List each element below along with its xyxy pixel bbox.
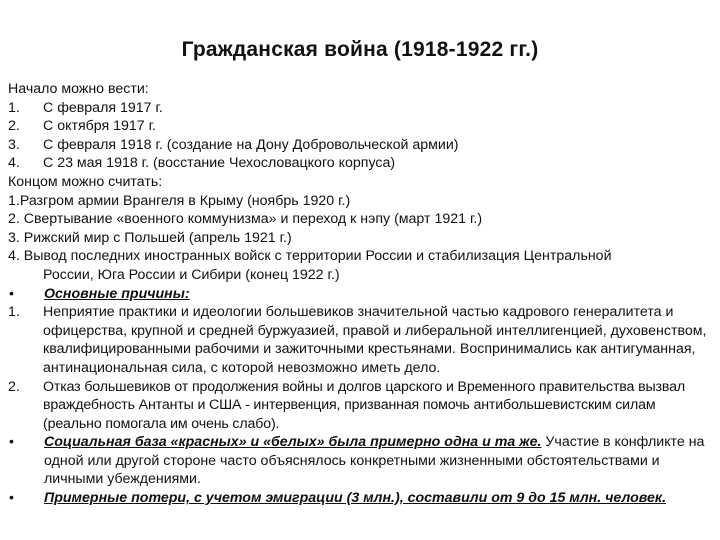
start-item-text: С октября 1917 г. (43, 118, 156, 135)
losses-row (8, 489, 712, 508)
list-number: 4. (8, 155, 20, 172)
start-item (8, 154, 712, 173)
social-base-emphasis: Социальная база «красных» и «белых» была примерно одна и та же. (44, 434, 542, 451)
start-item-text: С февраля 1918 г. (создание на Дону Добровольческой армии) (43, 136, 459, 153)
reasons-heading-row (8, 285, 712, 304)
start-item (8, 99, 712, 118)
start-item-text: С февраля 1917 г. (43, 99, 163, 116)
start-item (8, 136, 712, 155)
end-item: 4. Вывод последних иностранных войск с территории России и стабилизация Центральной (8, 248, 612, 265)
reason-text: Отказ большевиков от продолжения войны и долгов царского и Временного правительства вызвал враждебность Антанты и США - интервенция, призванная помочь антибольшевистским силам (реально помогала им очень слабо). (43, 378, 685, 432)
list-number: 2. (8, 378, 20, 395)
list-number: 2. (8, 118, 20, 135)
end-item: 2. Свертывание «военного коммунизма» и переход к нэпу (март 1921 г.) (8, 211, 483, 228)
list-number: 1. (8, 99, 20, 116)
reasons-heading: Основные причины: (44, 285, 190, 302)
list-number: 1. (8, 304, 20, 321)
social-base-rest: Участие в конфликте на одной или другой стороне часто объяснялось конкретными жизненными обстоятельствами и личными убеждениями. (44, 434, 705, 488)
social-base-text (44, 433, 712, 489)
end-item: 1.Разгром армии Врангеля в Крыму (ноябрь 1920 г.) (8, 192, 351, 209)
losses-text: Примерные потери, с учетом эмиграции (3 млн.), составили от 9 до 15 млн. человек. (44, 490, 667, 507)
end-intro: Концом можно считать: (8, 173, 163, 190)
reason-item (8, 378, 712, 434)
start-item (8, 117, 712, 136)
reason-item (8, 303, 712, 377)
start-item-text: С 23 мая 1918 г. (восстание Чехословацкого корпуса) (43, 155, 396, 172)
reason-text: Неприятие практики и идеологии большевиков значительной частью кадрового генералитета и офицерства, крупной и средней буржуазией, правой и либеральной интеллигенцией, духовенством, квалифицированными рабочими и зажиточными крестьянами. Воспринимались как антигуманная, антинациональная сила, с которой невозможно иметь дело. (43, 304, 707, 376)
slide-body (8, 80, 712, 508)
bullet-icon: • (9, 434, 14, 451)
start-intro: Начало можно вести: (8, 81, 149, 97)
bullet-icon: • (9, 285, 14, 302)
bullet-icon: • (9, 490, 14, 507)
list-number: 3. (8, 136, 20, 153)
end-item-continuation: России, Юга России и Сибири (конец 1922 г.) (43, 266, 340, 283)
page-title: Гражданская война (1918-1922 гг.) (181, 38, 539, 61)
social-base-row (8, 433, 712, 489)
end-item: 3. Рижский мир с Польшей (апрель 1921 г.) (8, 229, 292, 246)
